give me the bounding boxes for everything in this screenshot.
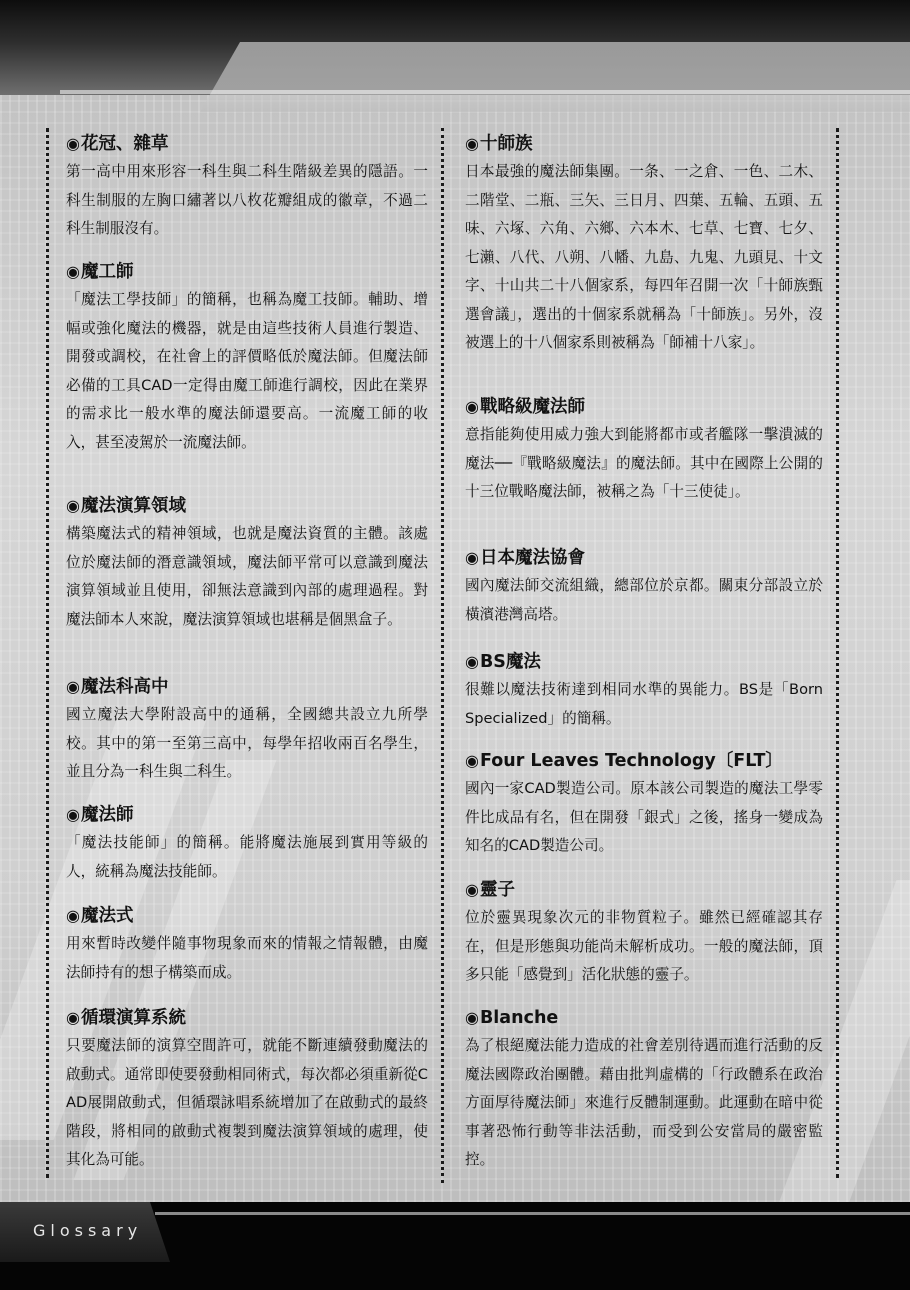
bullet-icon: ◉: [465, 652, 479, 671]
bullet-icon: ◉: [465, 397, 479, 416]
entry-body: 意指能夠使用威力強大到能將都市或者艦隊一擊潰滅的魔法──『戰略級魔法』的魔法師。其中在國際上公開的十三位戰略魔法師，被稱之為「十三使徒」。: [465, 426, 823, 500]
glossary-entry: [465, 747, 823, 861]
header-edge-line: [60, 90, 910, 94]
entry-body: 「魔法技能師」的簡稱。能將魔法施展到實用等級的人，統稱為魔法技能師。: [66, 834, 428, 880]
entry-title: ◉戰略級魔法師: [465, 397, 585, 417]
bullet-icon: ◉: [66, 262, 80, 281]
glossary-entry: [465, 1004, 823, 1175]
glossary-entry: [66, 902, 428, 987]
entry-body: 只要魔法師的演算空間許可，就能不斷連續發動魔法的啟動式。通常即使要發動相同術式，每次都必須重新從CAD展開啟動式，但循環詠唱系統增加了在啟動式的最終階段，將相同的啟動式複製到魔法演算領域的處理，使其化為可能。: [66, 1037, 428, 1168]
entry-body: 「魔法工學技師」的簡稱，也稱為魔工技師。輔助、增幅或強化魔法的機器，就是由這些技術人員進行製造、開發或調校，在社會上的評價略低於魔法師。但魔法師必備的工具CAD一定得由魔工師進行調校，因此在業界的需求比一般水準的魔法師還要高。一流魔工師的收入，甚至凌駕於一流魔法師。: [66, 291, 428, 451]
bullet-icon: ◉: [465, 548, 479, 567]
entry-title: ◉魔法式: [66, 906, 134, 926]
entry-title: ◉魔法師: [66, 805, 134, 825]
entry-title: ◉循環演算系統: [66, 1008, 186, 1028]
entry-title: ◉日本魔法協會: [465, 548, 585, 568]
entry-title: ◉BS魔法: [465, 652, 541, 672]
entry-title: ◉魔工師: [66, 262, 134, 282]
entry-body: 第一高中用來形容一科生與二科生階級差異的隱語。一科生制服的左胸口繡著以八枚花瓣組成的徽章，不過二科生制服沒有。: [66, 163, 428, 237]
entry-title: ◉十師族: [465, 134, 533, 154]
glossary-entry: [465, 130, 823, 358]
bullet-icon: ◉: [66, 1008, 80, 1027]
bullet-icon: ◉: [66, 134, 80, 153]
entry-title: ◉魔法演算領域: [66, 496, 186, 516]
entry-body: 位於靈異現象次元的非物質粒子。雖然已經確認其存在，但是形態與功能尚未解析成功。一般的魔法師，頂多只能「感覺到」活化狀態的靈子。: [465, 909, 823, 983]
entry-body: 國內一家CAD製造公司。原本該公司製造的魔法工學零件比成品有名，但在開發「銀式」之後，搖身一變成為知名的CAD製造公司。: [465, 780, 823, 854]
glossary-entry: [66, 130, 428, 244]
glossary-entry: [66, 1004, 428, 1175]
bullet-icon: ◉: [465, 1008, 479, 1027]
glossary-entry: [465, 648, 823, 733]
entry-body: 構築魔法式的精神領域，也就是魔法資質的主體。該處位於魔法師的潛意識領域，魔法師平常可以意識到魔法演算領域並且使用，卻無法意識到內部的處理過程。對魔法師本人來說，魔法演算領域也堪稱是個黑盒子。: [66, 525, 428, 628]
dotted-divider-middle: [441, 128, 444, 1183]
footer-glossary-label: Glossary: [33, 1221, 143, 1240]
entry-body: 國立魔法大學附設高中的通稱，全國總共設立九所學校。其中的第一至第三高中，每學年招收兩百名學生，並且分為一科生與二科生。: [66, 706, 428, 780]
footer-line: [155, 1212, 910, 1215]
entry-body: 用來暫時改變伴隨事物現象而來的情報之情報體，由魔法師持有的想子構築而成。: [66, 935, 428, 981]
glossary-entry: [465, 393, 823, 507]
dotted-divider-right: [836, 128, 839, 1178]
entry-body: 日本最強的魔法師集團。一条、一之倉、一色、二木、二階堂、二瓶、三矢、三日月、四葉、五輪、五頭、五味、六塚、六角、六鄉、六本木、七草、七寶、七夕、七瀨、八代、八朔、八幡、九島、九鬼、九頭見、十文字、十山共二十八個家系，每四年召開一次「十師族甄選會議」，選出的十個家系就稱為「十師族」。另外，沒被選上的十八個家系則被稱為「師補十八家」。: [465, 163, 823, 351]
bullet-icon: ◉: [66, 677, 80, 696]
glossary-entry: [465, 544, 823, 629]
bullet-icon: ◉: [465, 880, 479, 899]
entry-title: ◉花冠、雜草: [66, 134, 169, 154]
entry-title: ◉靈子: [465, 880, 515, 900]
entry-body: 為了根絕魔法能力造成的社會差別待遇而進行活動的反魔法國際政治團體。藉由批判虛構的「行政體系在政治方面厚待魔法師」來進行反體制運動。此運動在暗中從事著恐怖行動等非法活動，而受到公安當局的嚴密監控。: [465, 1037, 823, 1168]
glossary-entry: [66, 673, 428, 787]
bullet-icon: ◉: [465, 134, 479, 153]
glossary-entry: [66, 801, 428, 886]
entry-title: ◉Four Leaves Technology〔FLT〕: [465, 751, 783, 771]
entry-title: ◉Blanche: [465, 1008, 559, 1028]
entry-title: ◉魔法科高中: [66, 677, 169, 697]
entry-body: 很難以魔法技術達到相同水準的異能力。BS是「Born Specialized」的簡稱。: [465, 681, 823, 727]
glossary-entry: [66, 492, 428, 634]
entry-body: 國內魔法師交流組織，總部位於京都。關東分部設立於橫濱港灣高塔。: [465, 577, 823, 623]
bullet-icon: ◉: [66, 906, 80, 925]
glossary-entry: [66, 258, 428, 457]
bullet-icon: ◉: [66, 496, 80, 515]
bullet-icon: ◉: [465, 751, 479, 770]
glossary-entry: [465, 876, 823, 990]
header-plate: [200, 42, 910, 112]
dotted-divider-left: [46, 128, 49, 1178]
bullet-icon: ◉: [66, 805, 80, 824]
